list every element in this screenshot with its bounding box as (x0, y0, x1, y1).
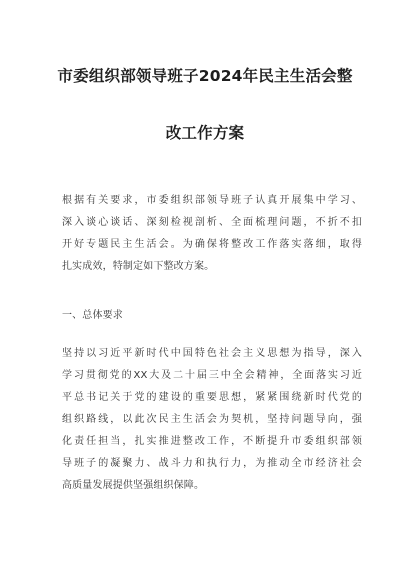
document-title-line-2: 改工作方案 (165, 124, 245, 142)
document-title-line-1: 市委组织部领导班子2024年民主生活会整 (57, 67, 353, 85)
section-1-line-3: 平总书记关于党的建设的重要思想，紧紧围绕新时代党的 (62, 392, 362, 403)
section-1-line-1: 坚持以习近平新时代中国特色社会主义思想为指导，深入 (62, 348, 362, 359)
intro-line-3: 开好专题民主生活会。为确保将整改工作落实落细，取得 (62, 239, 362, 250)
intro-line-4: 扎实成效，特制定如下整改方案。 (62, 261, 215, 272)
section-1-line-7: 高质量发展提供坚强组织保障。 (62, 480, 205, 491)
section-1-line-4: 组织路线，以此次民主生活会为契机，坚持问题导向，强 (62, 414, 362, 425)
section-heading-text: 一、总体要求 (62, 310, 123, 321)
section-1-line-5: 化责任担当，扎实推进整改工作，不断提升市委组织部领 (62, 436, 362, 447)
section-1-line-6: 导班子的凝聚力、战斗力和执行力，为推动全市经济社会 (62, 458, 362, 469)
intro-line-1: 根据有关要求，市委组织部领导班子认真开展集中学习、 (62, 195, 362, 206)
intro-line-2: 深入谈心谈话、深刻检视剖析、全面梳理问题，不折不扣 (62, 217, 362, 228)
section-1-line-2: 学习贯彻党的XX大及二十届三中全会精神，全面落实习近 (62, 370, 362, 381)
